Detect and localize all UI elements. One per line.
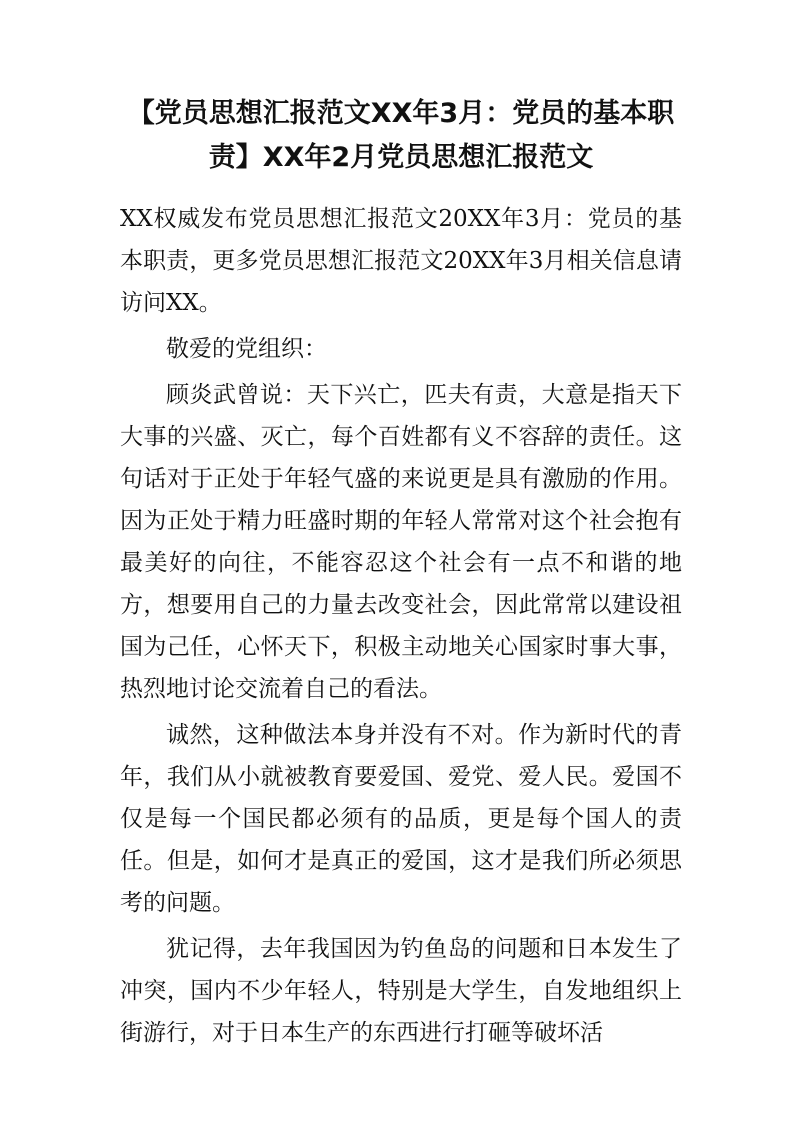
salutation: 敬爱的党组织： (166, 336, 327, 362)
body-paragraph-2: 诚然，这种做法本身并没有不对。作为新时代的青年，我们从小就被教育要爱国、爱党、爱人民。爱国不仅是每一个国民都必须有的品质，更是每个国人的责任。但是，如何才是真正的爱国，这才是我们所必须思考的问题。 (120, 722, 682, 916)
document-page (120, 92, 682, 1058)
body-paragraph-1: 顾炎武曾说：天下兴亡，匹夫有责，大意是指天下大事的兴盛、灭亡，每个百姓都有义不容辞的责任。这句话对于正处于年轻气盛的来说更是具有激励的作用。因为正处于精力旺盛时期的年轻人常常对这个社会抱有最美好的向往，不能容忍这个社会有一点不和谐的地方，想要用自己的力量去改变社会，因此常常以建设祖国为己任，心怀天下，积极主动地关心国家时事大事，热烈地讨论交流着自己的看法。 (120, 382, 682, 702)
document-title: 【党员思想汇报范文XX年3月：党员的基本职责】XX年2月党员思想汇报范文 (127, 98, 675, 173)
intro-paragraph: XX权威发布党员思想汇报范文20XX年3月：党员的基本职责，更多党员思想汇报范文20XX年3月相关信息请访问XX。 (120, 206, 682, 316)
body-paragraph-3: 犹记得，去年我国因为钓鱼岛的问题和日本发生了冲突，国内不少年轻人，特别是大学生，自发地组织上街游行，对于日本生产的东西进行打砸等破坏活 (120, 936, 682, 1046)
